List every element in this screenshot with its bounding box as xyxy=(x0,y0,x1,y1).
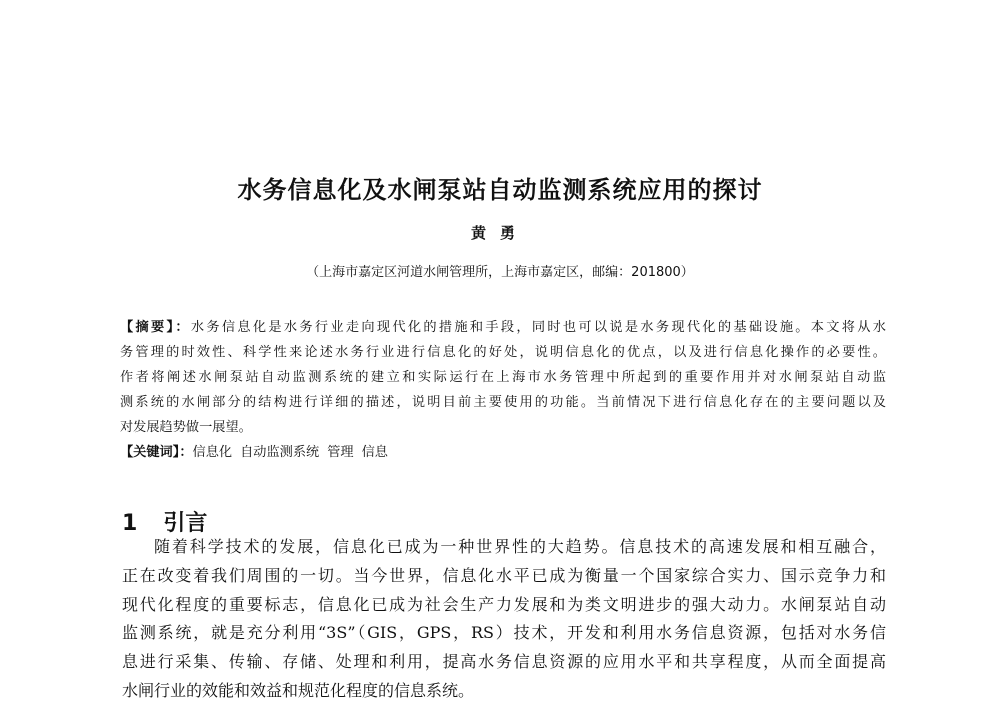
abstract-line: 务管理的时效性、科学性来论述水务行业进行信息化的好处，说明信息化的优点，以及进行信息化操作的必要性。 xyxy=(120,345,886,360)
abstract xyxy=(120,318,886,468)
abstract-line: 测系统的水闸部分的结构进行详细的描述，说明目前主要使用的功能。当前情况下进行信息化存在的主要问题以及 xyxy=(120,395,886,410)
author: 黄勇 xyxy=(470,224,529,242)
keyword: 信息 xyxy=(361,445,388,460)
body-line: 正在改变着我们周围的一切。当今世界，信息化水平已成为衡量一个国家综合实力、国示竞争力和 xyxy=(122,565,886,585)
section-title: 引言 xyxy=(163,511,208,536)
abstract-label: 【摘要】： xyxy=(120,320,191,335)
abstract-line: 对发展趋势做一展望。 xyxy=(120,420,252,435)
affiliation: （上海市嘉定区河道水闸管理所，上海市嘉定区，邮编：201800） xyxy=(306,265,694,280)
abstract-line: 水务信息化是水务行业走向现代化的措施和手段，同时也可以说是水务现代化的基础设施。本文将从水 xyxy=(190,320,886,335)
body-line: 现代化程度的重要标志，信息化已成为社会生产力发展和为类文明进步的强大动力。水闸泵站自动 xyxy=(122,594,886,614)
abstract-line: 作者将阐述水闸泵站自动监测系统的建立和实际运行在上海市水务管理中所起到的重要作用并对水闸泵站自动监 xyxy=(120,370,886,385)
keywords xyxy=(120,443,886,468)
body-line: 息进行采集、传输、存储、处理和利用，提高水务信息资源的应用水平和共享程度，从而全面提高 xyxy=(122,652,886,672)
section-heading xyxy=(122,506,207,537)
section-number: 1 xyxy=(122,511,138,536)
paper-title: 水务信息化及水闸泵站自动监测系统应用的探讨 xyxy=(237,176,763,204)
body-line: 随着科学技术的发展，信息化已成为一种世界性的大趋势。信息技术的高速发展和相互融合， xyxy=(154,537,886,556)
keywords-label: 【关键词】： xyxy=(120,445,193,460)
section-body xyxy=(122,535,886,708)
keyword: 管理 xyxy=(327,445,354,460)
keyword: 自动监测系统 xyxy=(240,445,320,460)
keyword: 信息化 xyxy=(192,445,233,460)
body-line: 监测系统，就是充分利用“3S”（GIS，GPS，RS）技术，开发和利用水务信息资源，包括对水务信 xyxy=(122,623,886,643)
body-line: 水闸行业的效能和效益和规范化程度的信息系统。 xyxy=(122,680,475,700)
